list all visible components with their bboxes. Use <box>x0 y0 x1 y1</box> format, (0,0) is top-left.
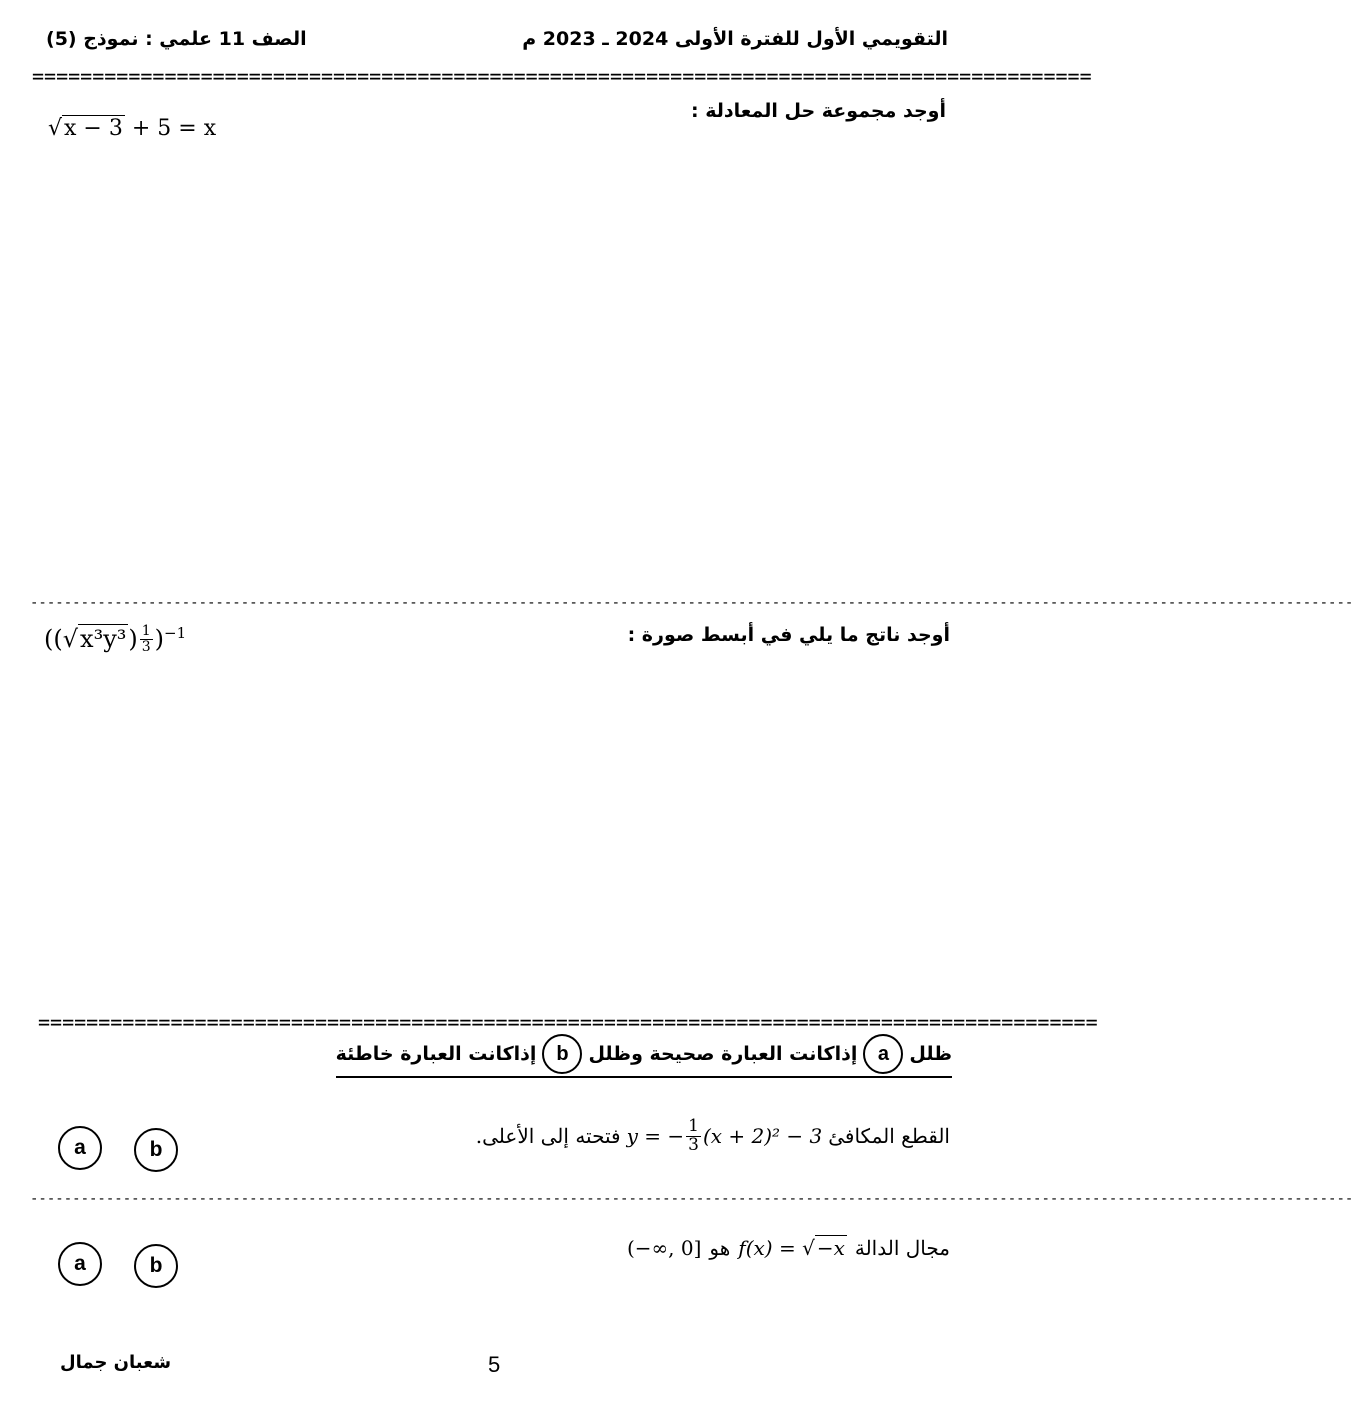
separator-dashes-2: ------------------------------------------------------------------------------------------------------------------------------------------------------------- <box>30 1191 1353 1207</box>
eq-fraction <box>686 1118 701 1155</box>
statement-2 <box>627 1236 950 1260</box>
instructions-part3: إذاكانت العبارة خاطئة <box>335 1043 537 1065</box>
statement-1 <box>476 1118 950 1155</box>
separator-equals-bottom: ======================================================================================== <box>38 1010 1098 1034</box>
separator-dashes-1: ------------------------------------------------------------------------------------------------------------------------------------------------------------- <box>30 595 1353 611</box>
statement-2-option-b[interactable]: b <box>134 1244 178 1288</box>
statement-2-prefix: مجال الدالة <box>854 1236 950 1260</box>
expr-outer-close: ) <box>154 625 165 653</box>
statement-1-option-b[interactable]: b <box>134 1128 178 1172</box>
statement-1-option-a[interactable]: a <box>58 1126 102 1170</box>
instruction-option-a: a <box>863 1034 903 1074</box>
expr-fraction-exponent <box>140 624 153 654</box>
instructions-part1: ظلل <box>909 1043 952 1065</box>
func-radicand: −x <box>816 1236 845 1260</box>
author-name: شعبان جمال <box>60 1352 172 1373</box>
frac-num: 1 <box>688 1116 699 1136</box>
question1-radicand: x − 3 <box>64 116 123 141</box>
question1-equation-rest: + 5 = x <box>124 116 217 141</box>
question1-equation <box>48 116 216 141</box>
statement-1-prefix: القطع المكافئ <box>828 1124 950 1149</box>
sqrt-sign: √ <box>802 1236 815 1260</box>
expr-open-parens: (( <box>44 625 63 653</box>
statement-2-function <box>738 1236 847 1260</box>
question2-radicand: x³y³ <box>80 625 127 653</box>
frac-den: 3 <box>141 638 151 655</box>
expr-outer-exponent: −1 <box>164 624 187 642</box>
frac-num: 1 <box>141 623 151 639</box>
instructions-part2: إذاكانت العبارة صحيحة وظلل <box>588 1043 858 1065</box>
frac-den: 3 <box>688 1134 699 1155</box>
class-model-label: الصف 11 علمي : نموذج (5) <box>46 28 307 50</box>
statement-1-equation <box>627 1118 823 1155</box>
sqrt-sign: √ <box>48 116 63 141</box>
statement-1-suffix: فتحته إلى الأعلى. <box>475 1124 621 1149</box>
question2-prompt: أوجد ناتج ما يلي في أبسط صورة : <box>627 624 950 646</box>
expr-inner-close: ) <box>128 625 138 653</box>
statement-2-mid: هو <box>709 1236 731 1260</box>
eq-rhs: (x + 2)² − 3 <box>702 1124 823 1149</box>
question1-prompt: أوجد مجموعة حل المعادلة : <box>691 100 946 122</box>
eq-lhs: y = − <box>626 1124 685 1149</box>
instructions-line <box>336 1034 952 1078</box>
question2-expression <box>44 624 186 654</box>
exam-title: التقويمي الأول للفترة الأولى 2024 ـ 2023 م <box>522 28 948 50</box>
func-lhs: f(x) = <box>738 1236 803 1260</box>
statement-2-option-a[interactable]: a <box>58 1242 102 1286</box>
sqrt-sign: √ <box>62 625 79 653</box>
separator-equals-top: ======================================================================================== <box>32 64 1092 88</box>
page-number: 5 <box>488 1352 501 1377</box>
instruction-option-b: b <box>542 1034 582 1074</box>
statement-2-interval: (−∞, 0] <box>626 1236 702 1260</box>
